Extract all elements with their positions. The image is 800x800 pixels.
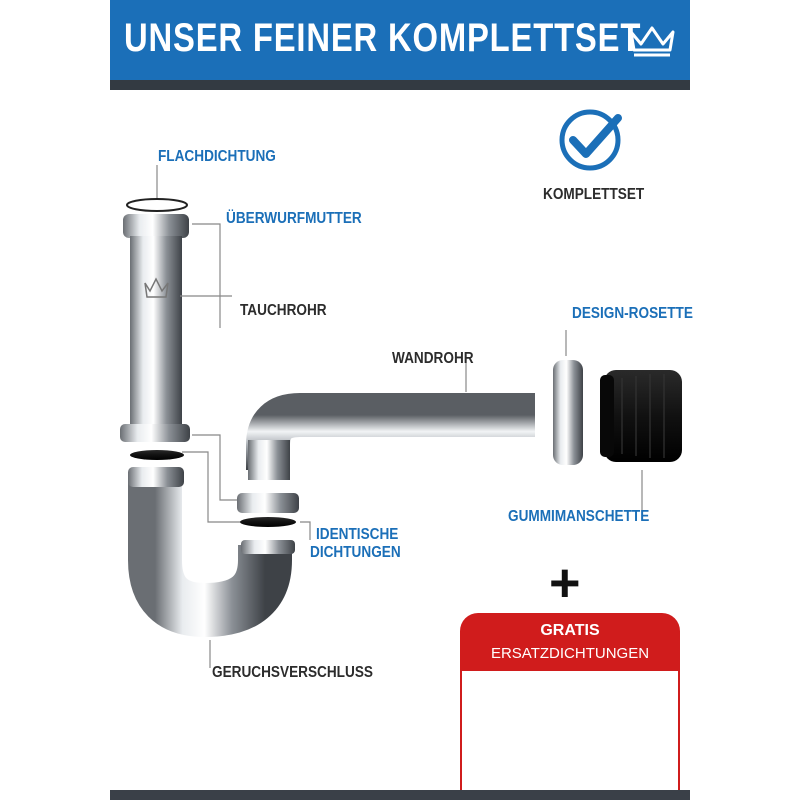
page-title: UNSER FEINER KOMPLETTSET <box>124 16 642 60</box>
label-gummimanschette: GUMMIMANSCHETTE <box>508 508 650 525</box>
promo-header <box>460 613 680 671</box>
label-geruchsverschluss: GERUCHSVERSCHLUSS <box>212 664 373 681</box>
promo-box <box>460 613 680 800</box>
label-flachdichtung: FLACHDICHTUNG <box>158 148 276 165</box>
dip-tube <box>130 236 182 426</box>
trap-inlet-nut <box>128 467 184 487</box>
wall-pipe <box>268 415 535 470</box>
union-nut-right <box>237 493 299 513</box>
label-design-rosette: DESIGN-ROSETTE <box>572 305 693 322</box>
flat-gasket <box>127 199 187 211</box>
label-identische: IDENTISCHE <box>316 526 399 543</box>
footer-bar <box>110 790 690 800</box>
rubber-sleeve <box>604 370 682 462</box>
label-wandrohr: WANDROHR <box>392 350 474 367</box>
label-dichtungen: DICHTUNGEN <box>310 544 401 561</box>
checkmark-icon <box>573 118 618 154</box>
rubber-washer-right <box>240 517 296 527</box>
promo-title: GRATIS <box>540 622 600 639</box>
promo-body <box>460 671 680 800</box>
label-ueberwurfmutter: ÜBERWURFMUTTER <box>226 210 362 227</box>
design-rosette <box>553 360 583 465</box>
plus-icon: + <box>549 553 581 613</box>
trap-outlet-nut <box>241 540 295 554</box>
rubber-washer-left <box>130 450 184 460</box>
promo-subtitle: ERSATZDICHTUNGEN <box>490 645 650 662</box>
union-nut-middle <box>120 424 190 442</box>
label-tauchrohr: TAUCHROHR <box>240 302 327 319</box>
komplettset-badge-label: KOMPLETTSET <box>543 186 645 203</box>
union-nut-top <box>123 214 189 238</box>
wall-pipe-vertical <box>248 440 290 480</box>
